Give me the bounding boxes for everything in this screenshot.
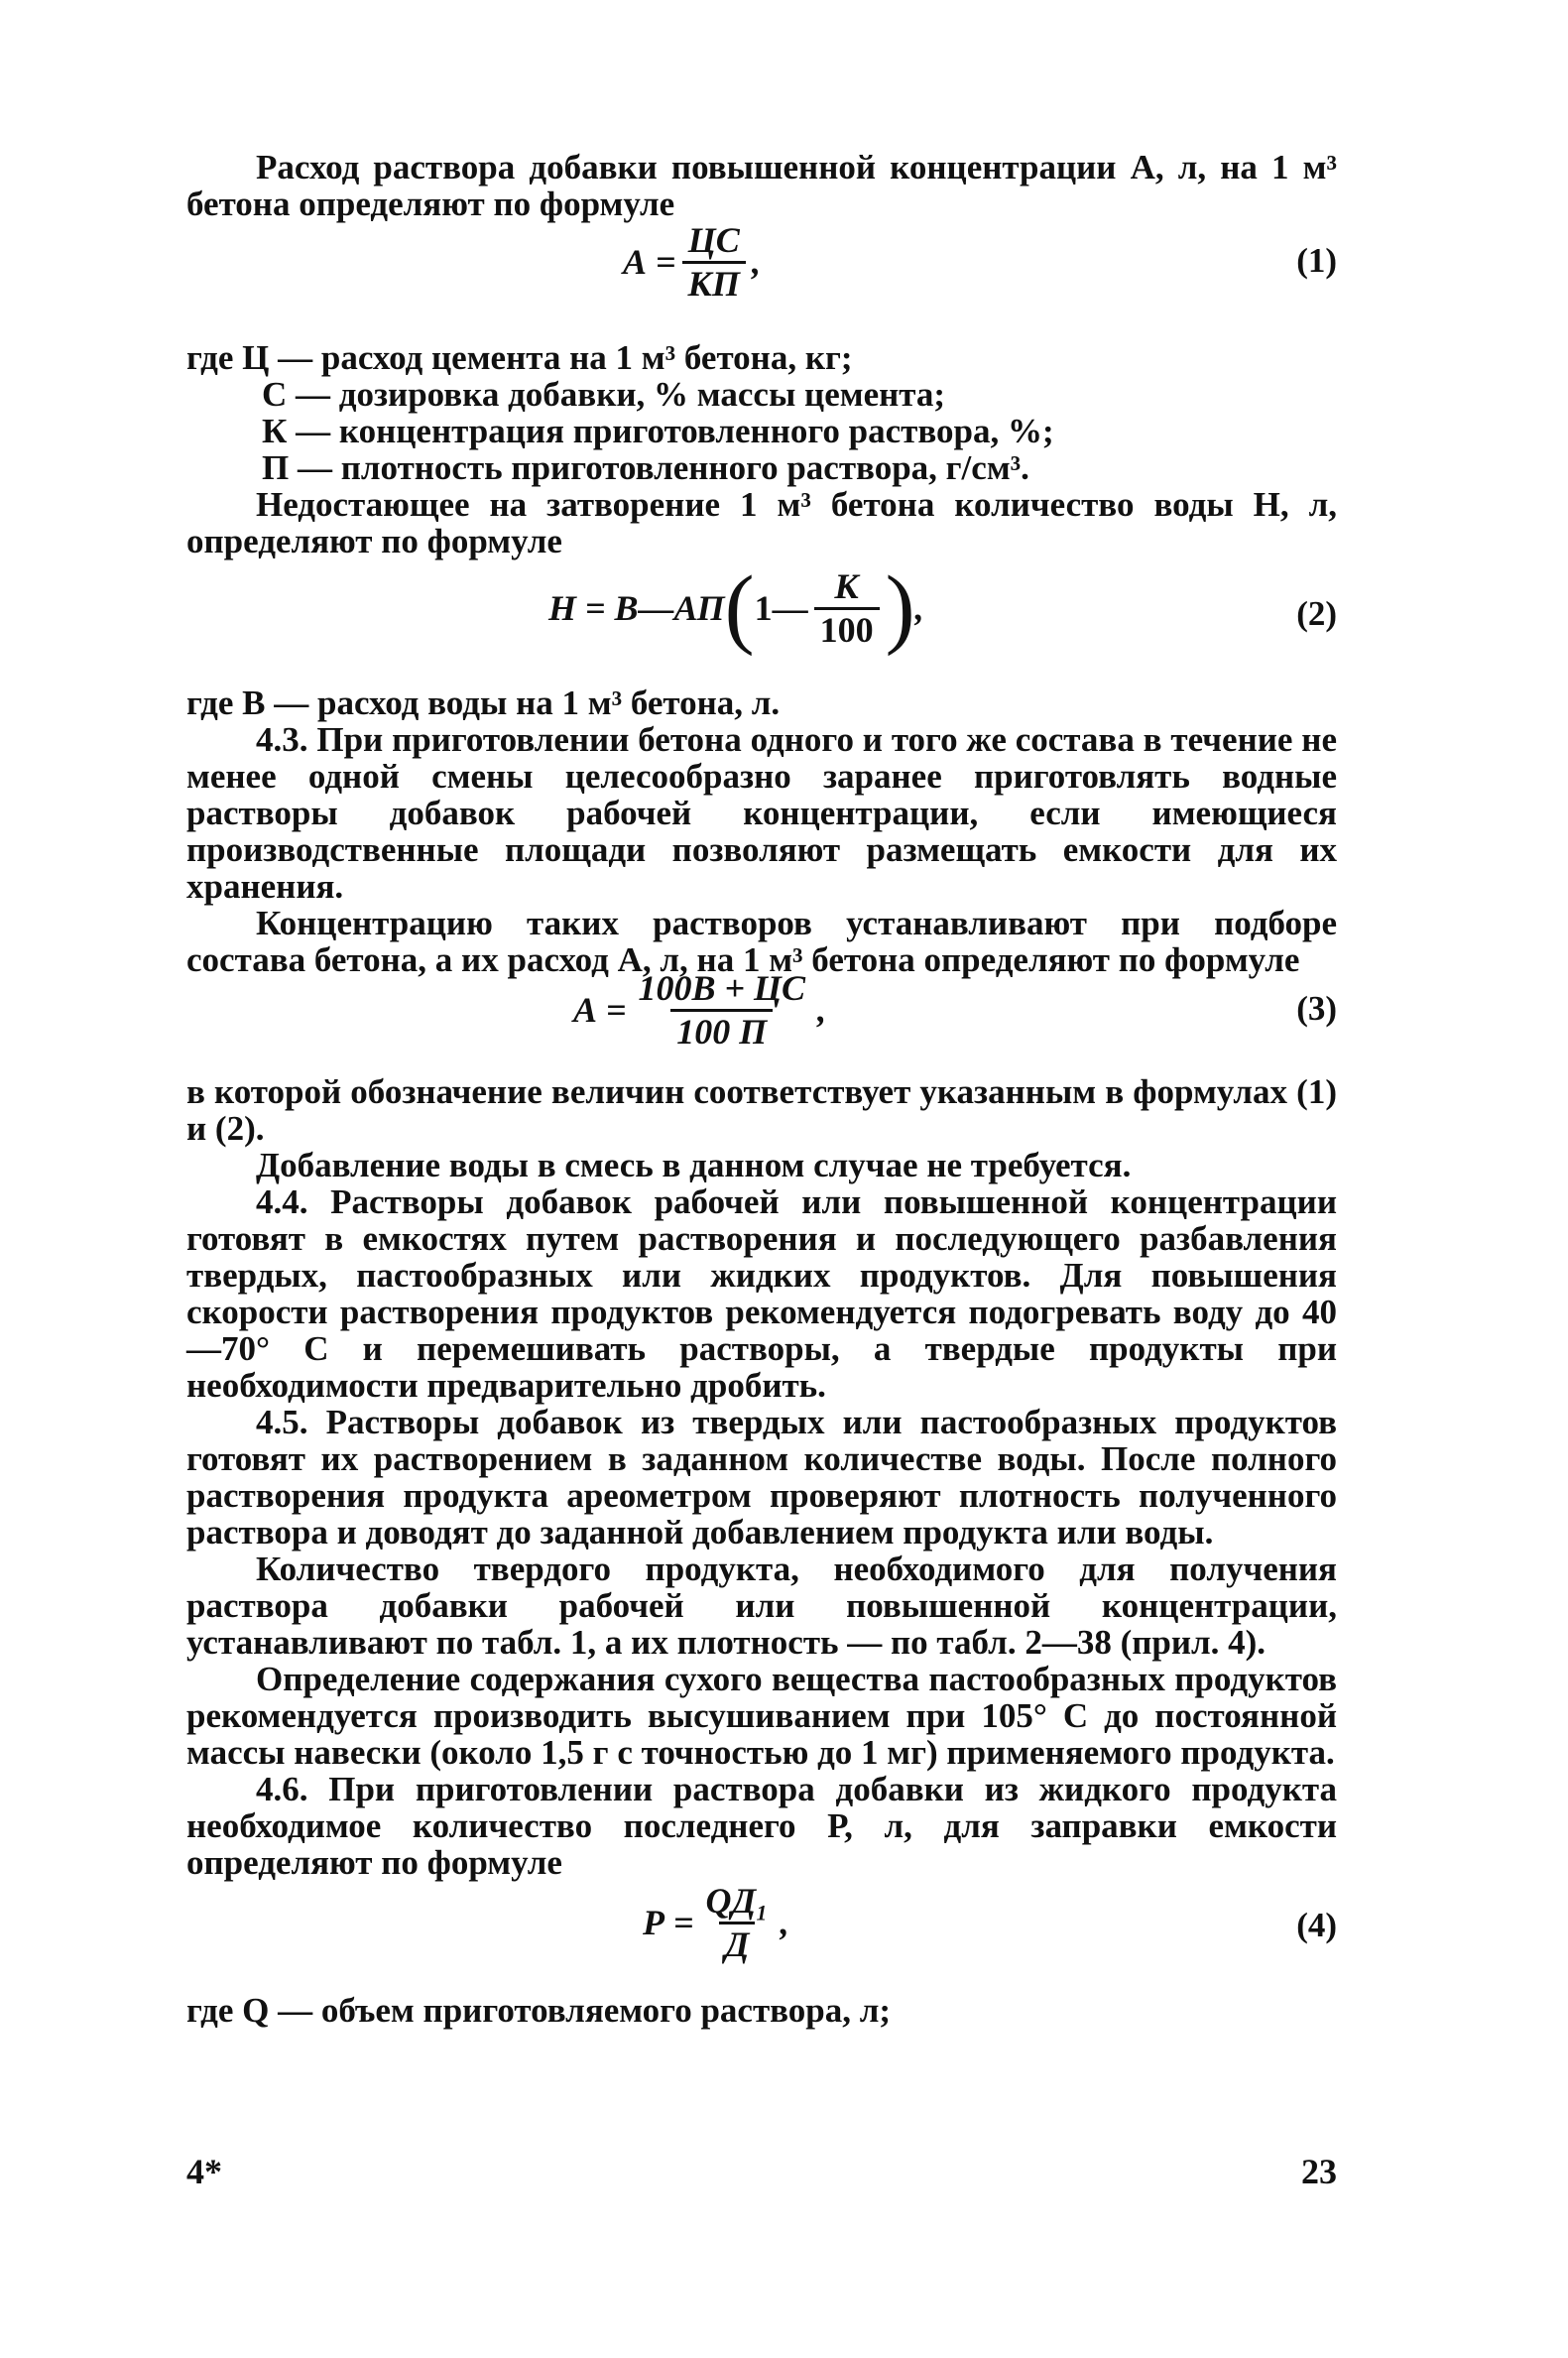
legend-item: где Ц — расход цемента на 1 м³ бетона, кг;: [186, 338, 853, 377]
legend-item: С — дозировка добавки, % массы цемента;: [262, 375, 946, 414]
paragraph-4-5: 4.5. Растворы добавок из твердых или пастообразных продуктов готовят их растворением в заданном количестве воды. После полного растворения продукта ареометром проверяют плотность полученного раствора и доводят до заданной добавлением продукта или воды.: [186, 1403, 1337, 1551]
paragraph: Определение содержания сухого вещества пастообразных продуктов рекомендуется производить высушиванием при 105° С до постоянной массы навески (около 1,5 г с точностью до 1 мг) применяемого продукта.: [186, 1660, 1337, 1772]
paragraph: Расход раствора добавки повышенной концентрации А, л, на 1 м³ бетона определяют по формуле: [186, 148, 1337, 223]
page-number: 23: [1301, 2152, 1337, 2191]
paragraph: Количество твердого продукта, необходимого для получения раствора добавки рабочей или повышенной концентрации, устанавливают по табл. 1, а их плотность — по табл. 2—38 (прил. 4).: [186, 1550, 1337, 1662]
legend-item: где Q — объем приготовляемого раствора, л;: [186, 1991, 892, 2030]
formula-tail: ,: [914, 587, 924, 628]
body-text: [186, 149, 1337, 2029]
legend-1: [186, 339, 1337, 486]
formula-lhs: А =: [573, 990, 627, 1030]
numerator: QД₁: [705, 1881, 769, 1921]
formula-lhs: Н = В—АП: [548, 587, 725, 628]
paragraph-4-3: 4.3. При приготовлении бетона одного и того же состава в течение не менее одной смены целесообразно заранее приготовлять водные растворы добавок рабочей концентрации, если имеющиеся производственные площади позволяют размещать емкости для их хранения.: [186, 720, 1337, 906]
paragraph: в которой обозначение величин соответствует указанным в формулах (1) и (2).: [186, 1072, 1337, 1148]
formula-one: 1—: [754, 587, 808, 628]
fraction: [633, 970, 812, 1051]
formula-4: [186, 1881, 1337, 1992]
formula-number: (1): [1296, 241, 1337, 280]
paragraph: Добавление воды в смесь в данном случае не требуется.: [256, 1146, 1132, 1184]
fraction: [814, 565, 880, 650]
formula-number: (3): [1296, 989, 1337, 1028]
formula-lhs: Р =: [643, 1903, 694, 1942]
numerator: К: [834, 565, 859, 606]
legend-item: где В — расход воды на 1 м³ бетона, л.: [186, 683, 781, 722]
formula-tail: ,: [780, 1903, 789, 1942]
page-footer: [186, 2151, 1337, 2192]
legend-item: П — плотность приготовленного раствора, г/см³.: [262, 448, 1029, 487]
left-paren: (: [724, 558, 755, 657]
paragraph-4-4: 4.4. Растворы добавок рабочей или повышенной концентрации готовят в емкостях путем растворения и последующего разбавления твердых, пастообразных или жидких продуктов. Для повышения скорости растворения продуктов рекомендуется подогревать воду до 40—70° С и перемешивать растворы, а твердые продукты при необходимости предварительно дробить.: [186, 1182, 1337, 1405]
formula-number: (2): [1296, 594, 1337, 633]
paragraph: Недостающее на затворение 1 м³ бетона количество воды Н, л, определяют по формуле: [186, 485, 1337, 560]
numerator: 100В + ЦС: [638, 968, 806, 1008]
formula-tail: ,: [751, 242, 761, 282]
paragraph-4-6: 4.6. При приготовлении раствора добавки из жидкого продукта необходимое количество последнего Р, л, для заправки емкости определяют по формуле: [186, 1770, 1337, 1882]
denominator: 100: [814, 607, 880, 649]
formula-1: [186, 222, 1337, 339]
right-paren: ): [885, 558, 915, 657]
legend-item: К — концентрация приготовленного раствора, %;: [262, 412, 1054, 450]
fraction: [700, 1883, 775, 1963]
formula-number: (4): [1296, 1906, 1337, 1944]
signature-mark: 4*: [186, 2152, 222, 2191]
formula-3: [186, 968, 1337, 1073]
paragraph: Концентрацию таких растворов устанавливают при подборе состава бетона, а их расход А, л, на 1 м³ бетона определяют по формуле: [186, 904, 1337, 979]
denominator: 100 П: [670, 1009, 773, 1051]
denominator: КП: [682, 261, 746, 303]
numerator: ЦС: [687, 220, 740, 260]
formula-2: [186, 559, 1337, 684]
formula-lhs: А =: [623, 242, 676, 282]
formula-tail: ,: [817, 990, 827, 1030]
denominator: Д: [719, 1922, 756, 1963]
fraction: [682, 222, 746, 303]
